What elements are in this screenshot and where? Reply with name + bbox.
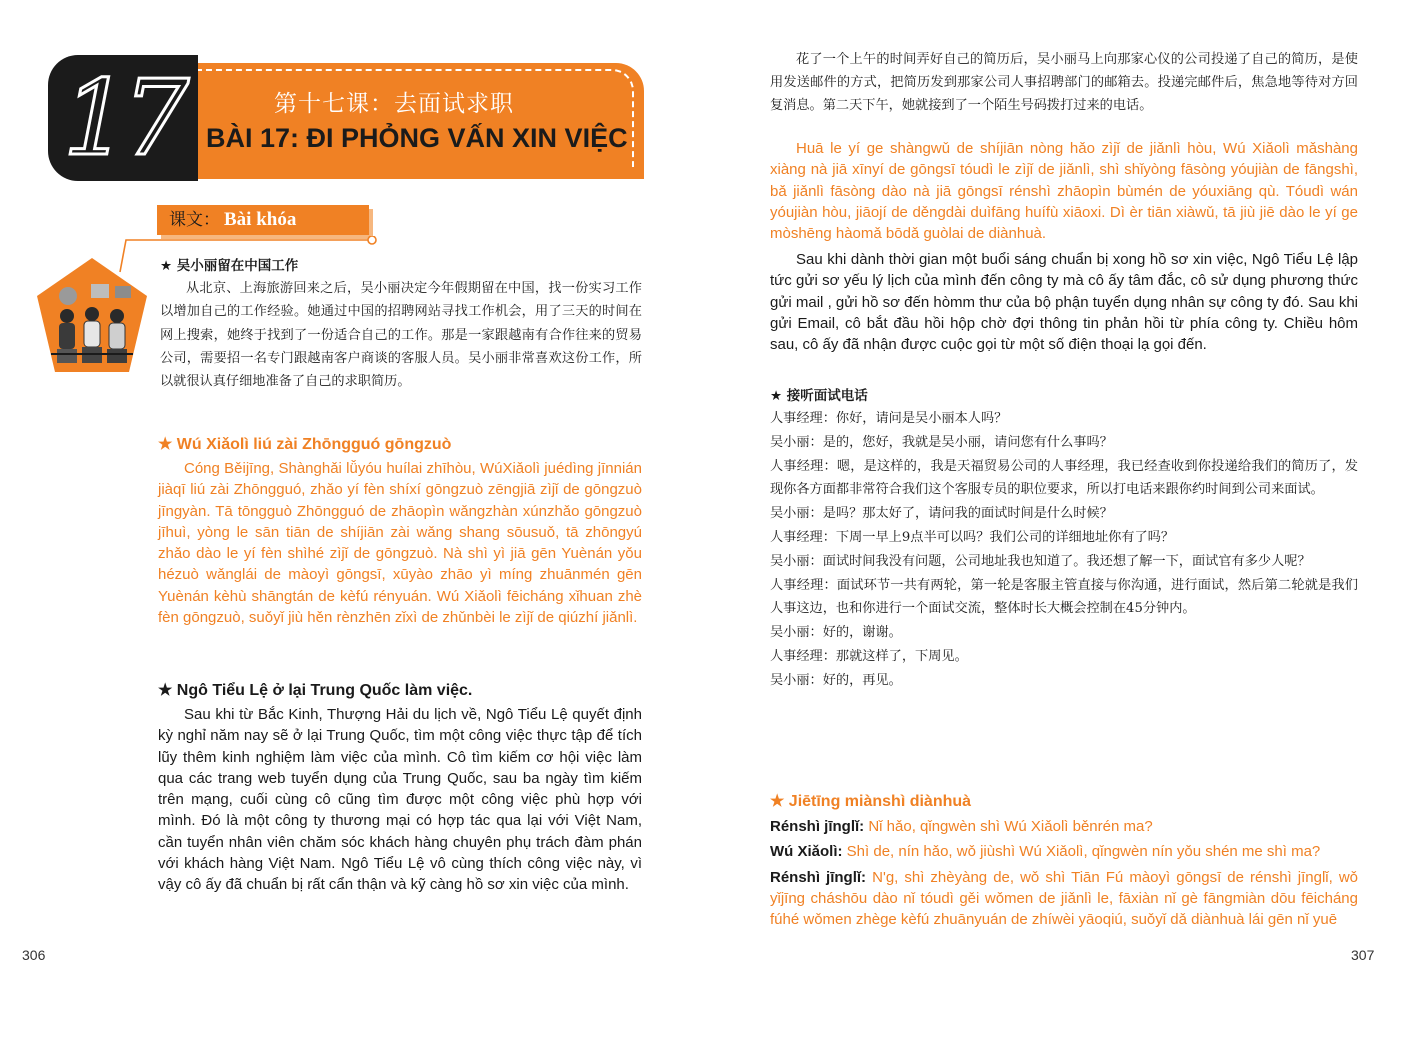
dialogue-text: Nǐ hǎo, qǐngwèn shì Wú Xiǎolì běnrén ma?	[868, 818, 1153, 835]
chapter-badge	[48, 55, 198, 181]
passage-1-heading-chinese: ★ 吴小丽留在中国工作	[160, 258, 299, 274]
dialogue-speaker: Rénshì jīnglǐ:	[770, 818, 865, 835]
dialogue-line: 吴小丽：好的，谢谢。	[770, 625, 902, 641]
dialogue-line: 人事经理：下周一早上9点半可以吗？我们公司的详细地址你有了吗？	[770, 529, 1175, 545]
dialogue-line: 吴小丽：是吗？那太好了，请问我的面试时间是什么时候？	[770, 506, 1113, 522]
passage-1-body-vietnamese: Sau khi từ Bắc Kinh, Thượng Hải du lịch về, Ngô Tiểu Lệ quyết định kỳ nghỉ năm nay sẽ ở lại Trung Quốc, tìm một công việc thực tập để tích lũy thêm kinh nghiệm làm việc của mình. Cô tìm kiếm cơ hội việc làm qua các trang web tuyển dụng của Trung Quốc, sau ba ngày tìm kiếm trên mạng, cuối cùng cô cũng tìm được một công việc phù hợp với mình. Đó là một công ty thương mại có hợp tác qua lại với Việt Nam, cần tuyển nhân viên chăm sóc khách hàng chuyên phụ trách đàm phán với khách hàng Việt Nam. Ngô Tiểu Lệ vô cùng thích công việc này, vì vậy cô ấy đã chuẩn bị rất cẩn thận và kỹ càng hồ sơ xin việc của mình.	[158, 706, 642, 894]
passage-2-chinese	[770, 48, 1358, 117]
dialogue-pinyin-line	[770, 841, 1358, 862]
dialogue-line: 人事经理：你好，请问是吴小丽本人吗？	[770, 411, 1008, 426]
dialogue-speaker: Wú Xiǎolì:	[770, 843, 843, 861]
dialogue-pinyin-line	[770, 816, 1358, 837]
chapter-number: 17	[62, 57, 184, 179]
dialogue-pinyin-line	[770, 867, 1358, 931]
dialogue-heading-chinese: ★ 接听面试电话	[770, 388, 868, 404]
section-label-chinese: 课文：	[169, 210, 220, 230]
passage-1-body-chinese: 从北京、上海旅游回来之后，吴小丽决定今年假期留在中国，找一份实习工作以增加自己的工作经验。她通过中国的招聘网站寻找工作机会，用了三天的时间在网上搜索，她终于找到了一份适合自己的工作。那是一家跟越南有合作往来的贸易公司，需要招一名专门跟越南客户商谈的客服人员。吴小丽非常喜欢这份工作，所以就很认真仔细地准备了自己的求职简历。	[160, 281, 642, 390]
dialogue-speaker: Rénshì jīnglǐ:	[770, 868, 867, 886]
passage-1-pinyin	[158, 434, 642, 628]
passage-2-body-vietnamese: Sau khi dành thời gian một buổi sáng chuẩn bị xong hồ sơ xin việc, Ngô Tiểu Lệ lập tức gửi sơ yếu lý lịch của mình đến công ty mà cô ấy tâm đắc, cô sử dụng phương thức gửi mail , gửi hồ sơ đến hòmm thư của bộ phận tuyển dụng nhân sự công ty đó. Sau khi gửi Email, cô bắt đầu hồi hộp chờ đợi thông tin phản hồi từ phía công ty. Chiều hôm sau, cô ấy đã nhận được cuộc gọi từ một số điện thoại lạ gọi đến.	[770, 251, 1358, 354]
left-page	[0, 0, 710, 1040]
dialogue-line: 人事经理：那就这样了，下周见。	[770, 648, 968, 664]
dialogue-heading-pinyin: ★ Jiētīng miànshì diànhuà	[770, 793, 972, 810]
dialogue-line: 人事经理：面试环节一共有两轮，第一轮是客服主管直接与你沟通，进行面试，然后第二轮就是我们人事这边，也和你进行一个面试交流，整体时长大概会控制在45分钟内。	[770, 577, 1358, 617]
title-banner	[190, 63, 644, 179]
section-label	[157, 205, 369, 235]
dialogue-text: Shì de, nín hǎo, wǒ jiùshì Wú Xiǎolì, qǐngwèn nín yǒu shén me shì ma?	[846, 843, 1321, 861]
passage-2-vietnamese	[770, 249, 1358, 355]
passage-1-chinese	[160, 254, 642, 393]
page-number-right: 307	[1351, 947, 1375, 963]
dialogue-pinyin	[770, 791, 1358, 934]
page-number-left: 306	[22, 947, 46, 963]
right-page	[711, 0, 1421, 1040]
interview-people-illustration-icon	[33, 256, 151, 380]
section-label-vietnamese: Bài khóa	[224, 209, 297, 230]
lesson-title-chinese: 第十七课：去面试求职	[274, 91, 514, 117]
passage-2-pinyin	[770, 138, 1358, 244]
dialogue-line: 吴小丽：是的，您好，我就是吴小丽，请问您有什么事吗？	[770, 434, 1113, 450]
dialogue-chinese	[770, 384, 1358, 693]
dialogue-line: 吴小丽：面试时间我没有问题，公司地址我也知道了。我还想了解一下，面试官有多少人呢？	[770, 553, 1311, 569]
passage-1-heading-vietnamese: ★ Ngô Tiểu Lệ ở lại Trung Quốc làm việc.	[158, 682, 473, 699]
passage-2-body-chinese: 花了一个上午的时间弄好自己的简历后，吴小丽马上向那家心仪的公司投递了自己的简历，是使用发送邮件的方式，把简历发到那家公司人事招聘部门的邮箱去。投递完邮件后，焦急地等待对方回复消息。第二天下午，她就接到了一个陌生号码拨打过来的电话。	[770, 52, 1358, 113]
passage-1-heading-pinyin: ★ Wú Xiǎolì liú zài Zhōngguó gōngzuò	[158, 436, 452, 453]
passage-1-vietnamese	[158, 680, 642, 896]
dialogue-line: 人事经理：嗯，是这样的，我是天福贸易公司的人事经理，我已经查收到你投递给我们的简历了，发现你各方面都非常符合我们这个客服专员的职位要求，所以打电话来跟你约时间到公司来面试。	[770, 458, 1358, 498]
passage-1-body-pinyin: Cóng Běijīng, Shànghǎi lǚyóu huílai zhīhòu, WúXiǎolì juédìng jīnnián jiàqī liú zài Zhōngguó, zhǎo yí fèn shíxí gōngzuò zēngjiā zìjǐ de gōngzuò jīngyàn. Tā tōngguò Zhōngguó de zhāopìn wǎngzhàn xúnzhǎo gōngzuò jīhuì, yòng le sān tiān de shíjiān zài wǎng shang sōusuǒ, tā zhōngyú zhǎo dào le yí fèn shìhé zìjǐ de gōngzuò. Nà shì yì jiā gēn Yuènán yǒu hézuò wǎnglái de màoyì gōngsī, xūyào zhāo yì míng zhuānmén gēn Yuènán kèhù shāngtán de kèfú rényuán. Wú Xiǎolì fēicháng xǐhuan zhè fèn gōngzuò, suǒyǐ jiù hěn rènzhēn zǐxì de zhǔnbèi le zìjǐ de qiúzhí jiǎnlì.	[158, 460, 642, 627]
dialogue-line: 吴小丽：好的，再见。	[770, 672, 902, 688]
lesson-title-vietnamese: BÀI 17: ĐI PHỎNG VẤN XIN VIỆC	[206, 123, 628, 153]
passage-2-body-pinyin: Huā le yí ge shàngwǔ de shíjiān nòng hǎo zìjǐ de jiǎnlì hòu, Wú Xiǎolì mǎshàng xiàng nà jiā xīnyí de gōngsī tóudì le zìjǐ de jiǎnlì, shì shǐyòng fāsòng yóujiàn de fāngshì, bǎ jiǎnlì fāsòng dào nà jiā gōngsī rénshì zhāopìn bùmén de yóuxiāng qù. Tóudì wán yóujiàn hòu, jiāojí de děngdài duìfāng huífù xiāoxi. Dì èr tiān xiàwǔ, tā jiù jiē dào le yí ge mòshēng hàomǎ bōdǎ guòlai de diànhuà.	[770, 140, 1358, 243]
dialogue-text: N'g, shì zhèyàng de, wǒ shì Tiān Fú màoyì gōngsī de rénshì jīnglǐ, wǒ yǐjīng cháshōu dào nǐ tóudì gěi wǒmen de jiǎnlì le, fāxiàn nǐ gè fāngmiàn dōu fēicháng fúhé wǒmen zhège kèfú zhuānyuán de zhíwèi yāoqiú, suǒyǐ dǎ diànhuà lái gēn nǐ yuē	[770, 868, 1359, 929]
